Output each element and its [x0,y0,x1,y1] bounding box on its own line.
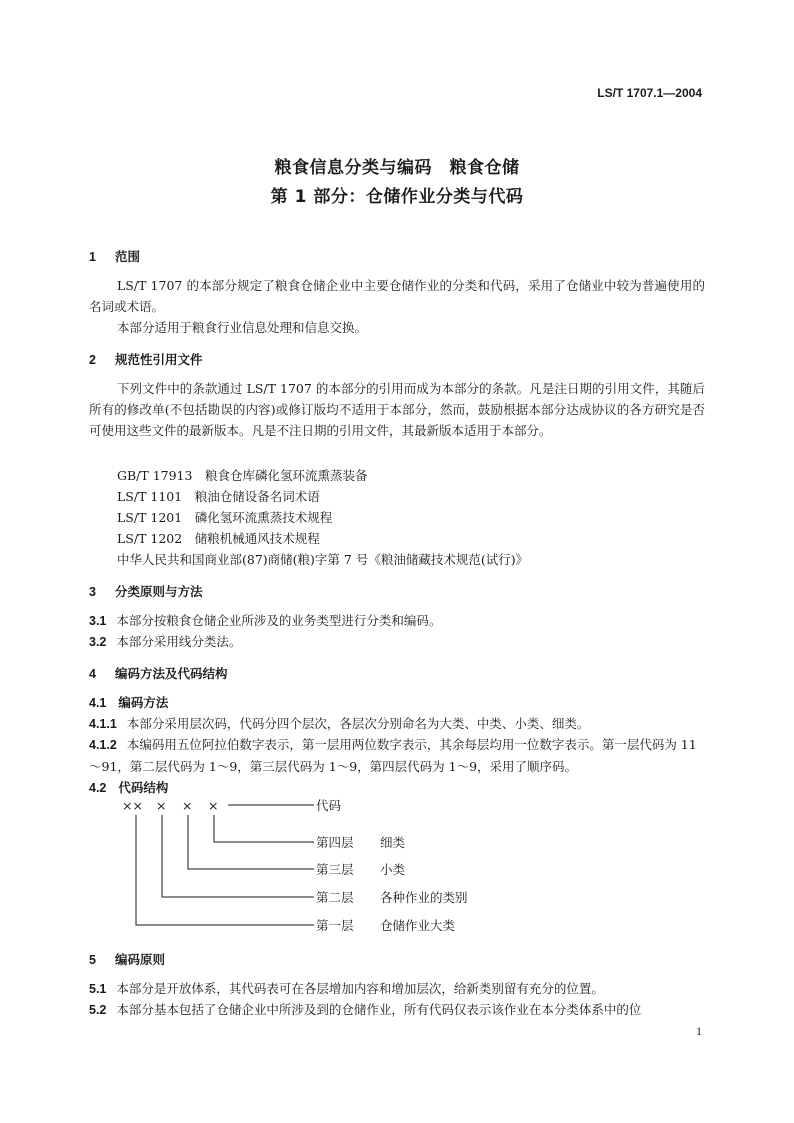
level-description: 小类 [380,862,406,877]
section-title: 范围 [115,249,141,264]
clause-number: 4.1.1 [89,717,117,731]
section-1-paragraph-2: 本部分适用于粮食行业信息处理和信息交换。 [117,320,368,335]
clause-text: 本部分是开放体系，其代码表可在各层增加内容和增加层次，给新类别留有充分的位置。 [116,981,604,996]
clause-5-2 [89,999,705,1021]
code-symbol-level-2: × [156,798,167,813]
section-5-heading [89,950,165,968]
connector-line [162,815,314,897]
code-symbol-level-3: × [182,798,193,813]
level-layer-label: 第四层 [316,835,354,850]
reference-item: LS/T 1101 粮油仓储设备名词术语 [117,489,320,504]
clause-text: 本编码用五位阿拉伯数字表示，第一层用两位数字表示，其余每层均用一位数字表示。第一层代码为 11～91，第二层代码为 1～9，第三层代码为 1～9，第四层代码为 1～9，采用了顺序码。 [89,737,697,774]
subsection-number: 4.2 [89,781,107,795]
section-1-paragraph-1: LS/T 1707 的本部分规定了粮食仓储企业中主要仓储作业的分类和代码，采用了仓储业中较为普遍使用的名词或术语。 [89,278,705,314]
section-title: 分类原则与方法 [115,584,203,599]
clause-text: 本部分基本包括了仓储企业中所涉及到的仓储作业，所有代码仅表示该作业在本分类体系中的位 [116,1002,642,1017]
reference-item: 中华人民共和国商业部(87)商储(粮)字第 7 号《粮油储藏技术规范(试行)》 [117,552,529,567]
section-title: 编码方法及代码结构 [115,666,228,681]
document-code: LS/T 1707.1—2004 [597,86,702,100]
clause-number: 4.1.2 [89,738,117,752]
page-number: 1 [696,1024,702,1038]
clause-number: 5.2 [89,1003,107,1017]
section-number: 1 [89,250,96,264]
subsection-title: 代码结构 [118,780,169,795]
reference-item: LS/T 1201 磷化氢环流熏蒸技术规程 [117,510,333,525]
clause-number: 5.1 [89,982,107,996]
section-number: 4 [89,667,96,681]
level-layer-label: 第一层 [316,918,354,933]
level-layer-label: 第二层 [316,890,354,905]
title-line-1: 粮食信息分类与编码 粮食仓储 [274,158,520,178]
level-description: 仓储作业大类 [380,918,456,933]
title-line-2: 第 1 部分：仓储作业分类与代码 [270,187,524,207]
code-label: 代码 [316,798,342,813]
level-description: 各种作业的类别 [380,890,468,905]
code-symbol-level-1: ×× [122,798,143,813]
section-2-paragraph-1: 下列文件中的条款通过 LS/T 1707 的本部分的引用而成为本部分的条款。凡是注日期的引用文件，其随后所有的修改单(不包括勘误的内容)或修订版均不适用于本部分，然而，鼓励根据本部分达成协议的各方研究是否可使用这些文件的最新版本。凡是不注日期的引用文件，其最新版本适用于本部分。 [89,381,705,438]
level-layer-label: 第三层 [316,862,354,877]
subsection-title: 编码方法 [118,695,169,710]
connector-line [136,815,314,925]
clause-text: 本部分采用线分类法。 [116,634,242,649]
clause-5-1 [89,978,705,1000]
clause-number: 3.1 [89,614,107,628]
clause-text: 本部分采用层次码，代码分四个层次，各层次分别命名为大类、中类、小类、细类。 [126,716,590,731]
reference-item: GB/T 17913 粮食仓库磷化氢环流熏蒸装备 [117,468,368,483]
clause-text: 本部分按粮食仓储企业所涉及的业务类型进行分类和编码。 [116,613,442,628]
section-number: 3 [89,585,96,599]
reference-item: LS/T 1202 储粮机械通风技术规程 [117,531,320,546]
section-title: 编码原则 [115,952,166,967]
section-number: 5 [89,953,96,967]
subsection-number: 4.1 [89,696,107,710]
code-symbol-level-4: × [208,798,219,813]
level-description: 细类 [380,835,406,850]
section-title: 规范性引用文件 [115,352,203,367]
clause-number: 3.2 [89,635,107,649]
connector-line [214,815,314,842]
section-number: 2 [89,353,96,367]
